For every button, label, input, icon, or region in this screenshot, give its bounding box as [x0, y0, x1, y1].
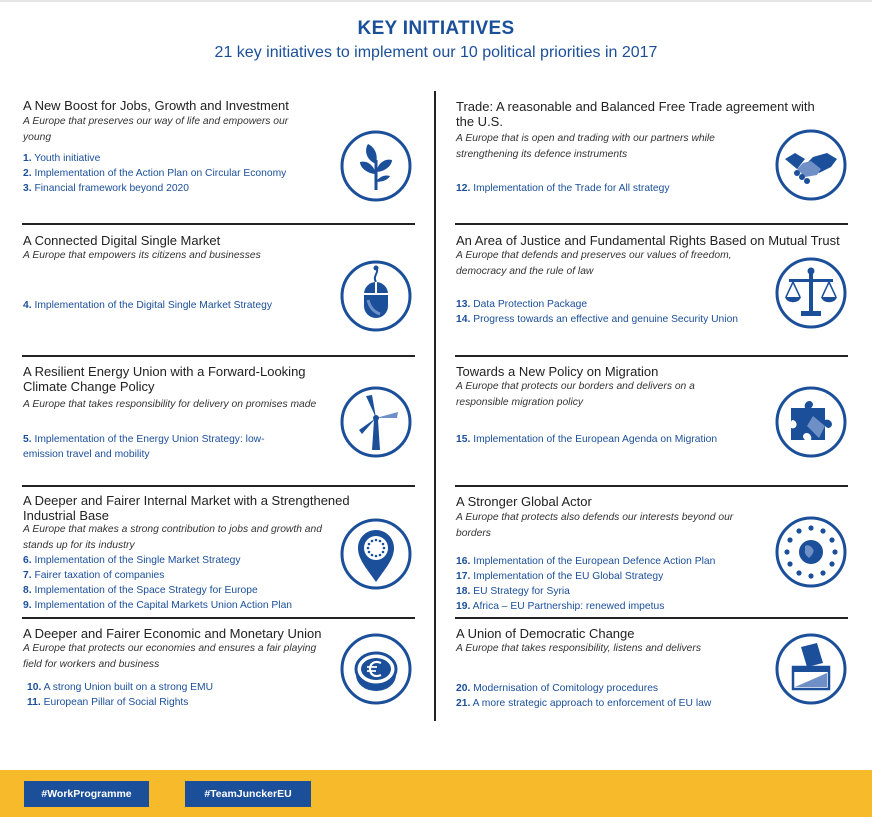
hashtag-workprogramme[interactable]: #WorkProgramme [24, 781, 149, 807]
footer-bar [0, 770, 872, 817]
section-divider [22, 223, 415, 225]
section-subtitle: A Europe that protects our borders and delivers on a responsible migration policy [456, 381, 695, 408]
section-title: A Deeper and Fairer Internal Market with a Strengthened Industrial Base [23, 493, 350, 523]
section-title: Towards a New Policy on Migration [456, 364, 659, 379]
initiative-item: 21. A more strategic approach to enforcement of EU law [456, 698, 712, 709]
euro-coin-icon [340, 633, 412, 705]
section-title: Trade: A reasonable and Balanced Free Trade agreement with the U.S. [456, 99, 815, 129]
initiative-item: 5. Implementation of the Energy Union Strategy: low-emission travel and mobility [23, 434, 265, 460]
section-subtitle: A Europe that empowers its citizens and businesses [23, 250, 261, 261]
initiative-item: 1. Youth initiative [23, 153, 101, 164]
initiative-list [23, 151, 333, 196]
initiative-item: 17. Implementation of the EU Global Strategy [456, 571, 664, 582]
section-subtitle: A Europe that is open and trading with our partners while strengthening its defence instruments [456, 133, 715, 160]
globe-stars-icon [775, 516, 847, 588]
initiative-item: 12. Implementation of the Trade for All strategy [456, 183, 670, 194]
section-subtitle: A Europe that protects also defends our interests beyond our borders [456, 512, 734, 539]
column-divider [434, 91, 436, 721]
wind-turbine-icon [340, 386, 412, 458]
section-subtitle: A Europe that protects our economies and ensures a fair playing field for workers and business [23, 643, 317, 670]
section-subtitle: A Europe that defends and preserves our values of freedom, democracy and the rule of law [456, 250, 732, 277]
section-subtitle: A Europe that takes responsibility for delivery on promises made [23, 399, 317, 410]
section-title: A Union of Democratic Change [456, 626, 635, 641]
initiative-list [23, 432, 303, 462]
page-subtitle: 21 key initiatives to implement our 10 political priorities in 2017 [214, 44, 658, 61]
section-divider [455, 485, 848, 487]
handshake-icon [775, 129, 847, 201]
initiative-item: 9. Implementation of the Capital Markets Union Action Plan [23, 600, 293, 611]
plant-icon [340, 130, 412, 202]
initiative-list [456, 432, 776, 447]
initiative-item: 7. Fairer taxation of companies [23, 570, 165, 581]
initiative-list [23, 298, 333, 313]
initiative-item: 18. EU Strategy for Syria [456, 586, 570, 597]
section-title: A Resilient Energy Union with a Forward-Looking Climate Change Policy [23, 364, 306, 394]
hashtag-teamjunckereu[interactable]: #TeamJunckerEU [185, 781, 311, 807]
initiative-item: 11. European Pillar of Social Rights [27, 697, 189, 708]
initiative-item: 14. Progress towards an effective and genuine Security Union [456, 314, 739, 325]
initiative-item: 4. Implementation of the Digital Single Market Strategy [23, 300, 272, 311]
section-subtitle: A Europe that preserves our way of life and empowers our young [23, 116, 289, 143]
initiative-list [456, 181, 756, 196]
initiative-item: 3. Financial framework beyond 2020 [23, 183, 190, 194]
initiative-list [456, 554, 776, 614]
initiative-list [456, 297, 776, 327]
initiative-item: 10. A strong Union built on a strong EMU [27, 682, 214, 693]
initiative-item: 15. Implementation of the European Agenda on Migration [456, 434, 718, 445]
section-divider [22, 355, 415, 357]
initiative-list [27, 680, 327, 710]
section-divider [455, 223, 848, 225]
computer-mouse-icon [340, 260, 412, 332]
section-title: A Stronger Global Actor [456, 494, 592, 509]
section-title: A New Boost for Jobs, Growth and Investment [23, 98, 289, 113]
initiative-item: 19. Africa – EU Partnership: renewed impetus [456, 601, 665, 612]
section-divider [22, 617, 415, 619]
initiative-list [456, 681, 776, 711]
page-title: KEY INITIATIVES [357, 18, 515, 39]
eu-location-pin-icon [340, 518, 412, 590]
initiative-item: 13. Data Protection Package [456, 299, 588, 310]
section-subtitle: A Europe that takes responsibility, listens and delivers [456, 643, 701, 654]
ballot-box-icon [775, 633, 847, 705]
initiative-item: 8. Implementation of the Space Strategy for Europe [23, 585, 258, 596]
section-divider [455, 617, 848, 619]
initiative-item: 2. Implementation of the Action Plan on Circular Economy [23, 168, 287, 179]
section-title: A Connected Digital Single Market [23, 233, 221, 248]
initiative-item: 16. Implementation of the European Defence Action Plan [456, 556, 716, 567]
section-subtitle: A Europe that makes a strong contribution to jobs and growth and stands up for its industry [23, 524, 322, 551]
section-divider [455, 355, 848, 357]
justice-scales-icon [775, 257, 847, 329]
section-title: An Area of Justice and Fundamental Rights Based on Mutual Trust [456, 233, 840, 248]
section-title: A Deeper and Fairer Economic and Monetary Union [23, 626, 322, 641]
initiative-item: 20. Modernisation of Comitology procedures [456, 683, 659, 694]
puzzle-piece-icon [775, 386, 847, 458]
initiative-list [23, 553, 333, 613]
top-rule [0, 0, 872, 2]
section-divider [22, 485, 415, 487]
initiative-item: 6. Implementation of the Single Market Strategy [23, 555, 241, 566]
